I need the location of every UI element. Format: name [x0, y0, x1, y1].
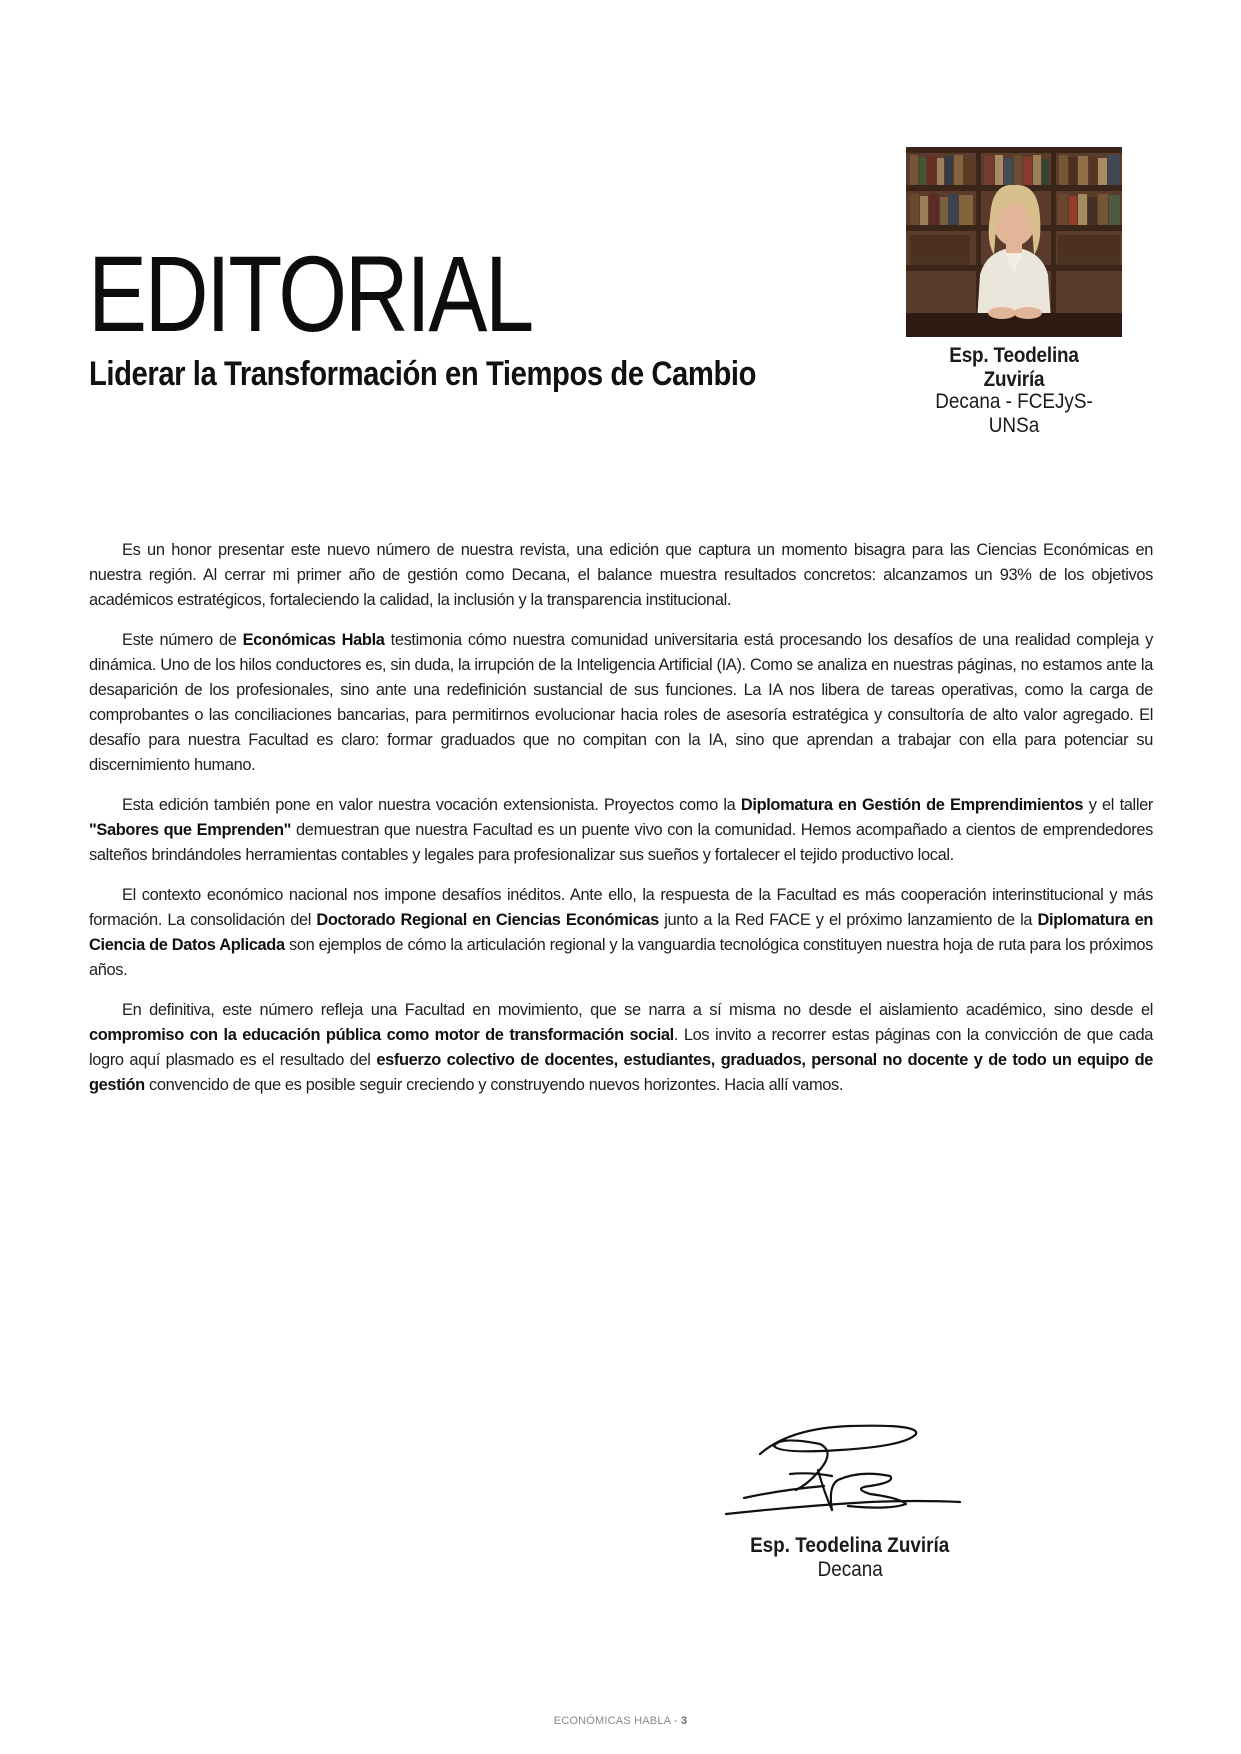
paragraph-text: Es un honor presentar este nuevo número de nuestra revista, una edición que captura un momento bisagra para las Ciencias Económicas en nuestra región. Al cerrar mi primer año de gestión como Decana, el balance muestra resultados concretos: alcanzamos un 93% de los objetivos académicos estratégicos, fortaleciendo la calidad, la inclusión y la transparencia institucional.	[89, 541, 1153, 609]
paragraph-text: Esta edición también pone en valor nuestra vocación extensionista. Proyectos como la	[122, 796, 741, 814]
signer-name: Esp. Teodelina Zuviría	[750, 1534, 950, 1557]
footer-separator: -	[670, 1715, 681, 1727]
author-name: Esp. Teodelina Zuviría	[949, 344, 1079, 391]
article-body	[89, 538, 1153, 1113]
article-paragraph	[89, 998, 1153, 1098]
paragraph-text: testimonia cómo nuestra comunidad universitaria está procesando los desafíos de una realidad compleja y dinámica. Uno de los hilos conductores es, sin duda, la irrupción de la Inteligencia Artificial (IA). Como se analiza en nuestras páginas, no estamos ante la desaparición de los profesionales, sino ante una redefinición sustancial de sus funciones. La IA nos libera de tareas operativas, como la carga de comprobantes o las conciliaciones bancarias, para permitirnos evolucionar hacia roles de asesoría estratégica y consultoría de alto valor agregado. El desafío para nuestra Facultad es claro: formar graduados que no compitan con la IA, sino que aprendan a trabajar con ella para potenciar su discernimiento humano.	[89, 631, 1153, 774]
signature-block	[735, 1534, 965, 1582]
paragraph-text: . Los invito a recorrer estas páginas con la convicción de que cada logro aquí plasmado es el resultado del	[89, 1026, 1153, 1069]
emphasis-text: Diplomatura en Gestión de Emprendimientos	[740, 796, 1084, 814]
page-title: EDITORIAL	[88, 233, 532, 354]
paragraph-text: El contexto económico nacional nos impone desafíos inéditos. Ante ello, la respuesta de la Facultad es más cooperación interinstitucional y más formación. La consolidación del	[89, 886, 1153, 929]
page-footer	[0, 1715, 1241, 1727]
page-number: 3	[680, 1715, 688, 1727]
emphasis-text: "Sabores que Emprenden"	[89, 821, 292, 839]
article-paragraph	[89, 793, 1153, 868]
paragraph-text: junto a la Red FACE y el próximo lanzamiento de la	[658, 911, 1038, 929]
author-portrait-photo	[906, 147, 1122, 337]
editorial-subtitle: Liderar la Transformación en Tiempos de Cambio	[89, 355, 757, 393]
paragraph-text: y el taller	[1083, 796, 1153, 814]
article-paragraph	[89, 538, 1153, 613]
signer-role: Decana	[817, 1558, 883, 1581]
article-paragraph	[89, 883, 1153, 983]
paragraph-text: son ejemplos de cómo la articulación regional y la vanguardia tecnológica constituyen nuestra hoja de ruta para los próximos años.	[89, 936, 1153, 979]
paragraph-text: convencido de que es posible seguir creciendo y construyendo nuevos horizontes. Hacia allí vamos.	[144, 1076, 844, 1094]
handwritten-signature-icon	[720, 1410, 970, 1520]
emphasis-text: Diplomatura en Ciencia de Datos Aplicada	[89, 911, 1154, 954]
author-role: Decana - FCEJyS-UNSa	[935, 390, 1093, 437]
paragraph-text: Este número de	[122, 631, 243, 649]
paragraph-text: En definitiva, este número refleja una Facultad en movimiento, que se narra a sí misma no desde el aislamiento académico, sino desde el	[122, 1001, 1153, 1019]
article-paragraph	[89, 628, 1153, 778]
emphasis-text: compromiso con la educación pública como motor de transformación social	[89, 1026, 674, 1044]
publication-name: ECONÓMICAS HABLA	[553, 1715, 671, 1727]
emphasis-text: esfuerzo colectivo de docentes, estudiantes, graduados, personal no docente y de todo un equipo de gestión	[89, 1051, 1153, 1094]
emphasis-text: Doctorado Regional en Ciencias Económicas	[316, 911, 659, 929]
emphasis-text: Económicas Habla	[242, 631, 385, 649]
portrait-photo-icon	[906, 147, 1122, 337]
author-card	[906, 344, 1122, 438]
paragraph-text: demuestran que nuestra Facultad es un puente vivo con la comunidad. Hemos acompañado a cientos de emprendedores salteños brindándoles herramientas contables y legales para profesionalizar sus sueños y fortalecer el tejido productivo local.	[89, 821, 1153, 864]
